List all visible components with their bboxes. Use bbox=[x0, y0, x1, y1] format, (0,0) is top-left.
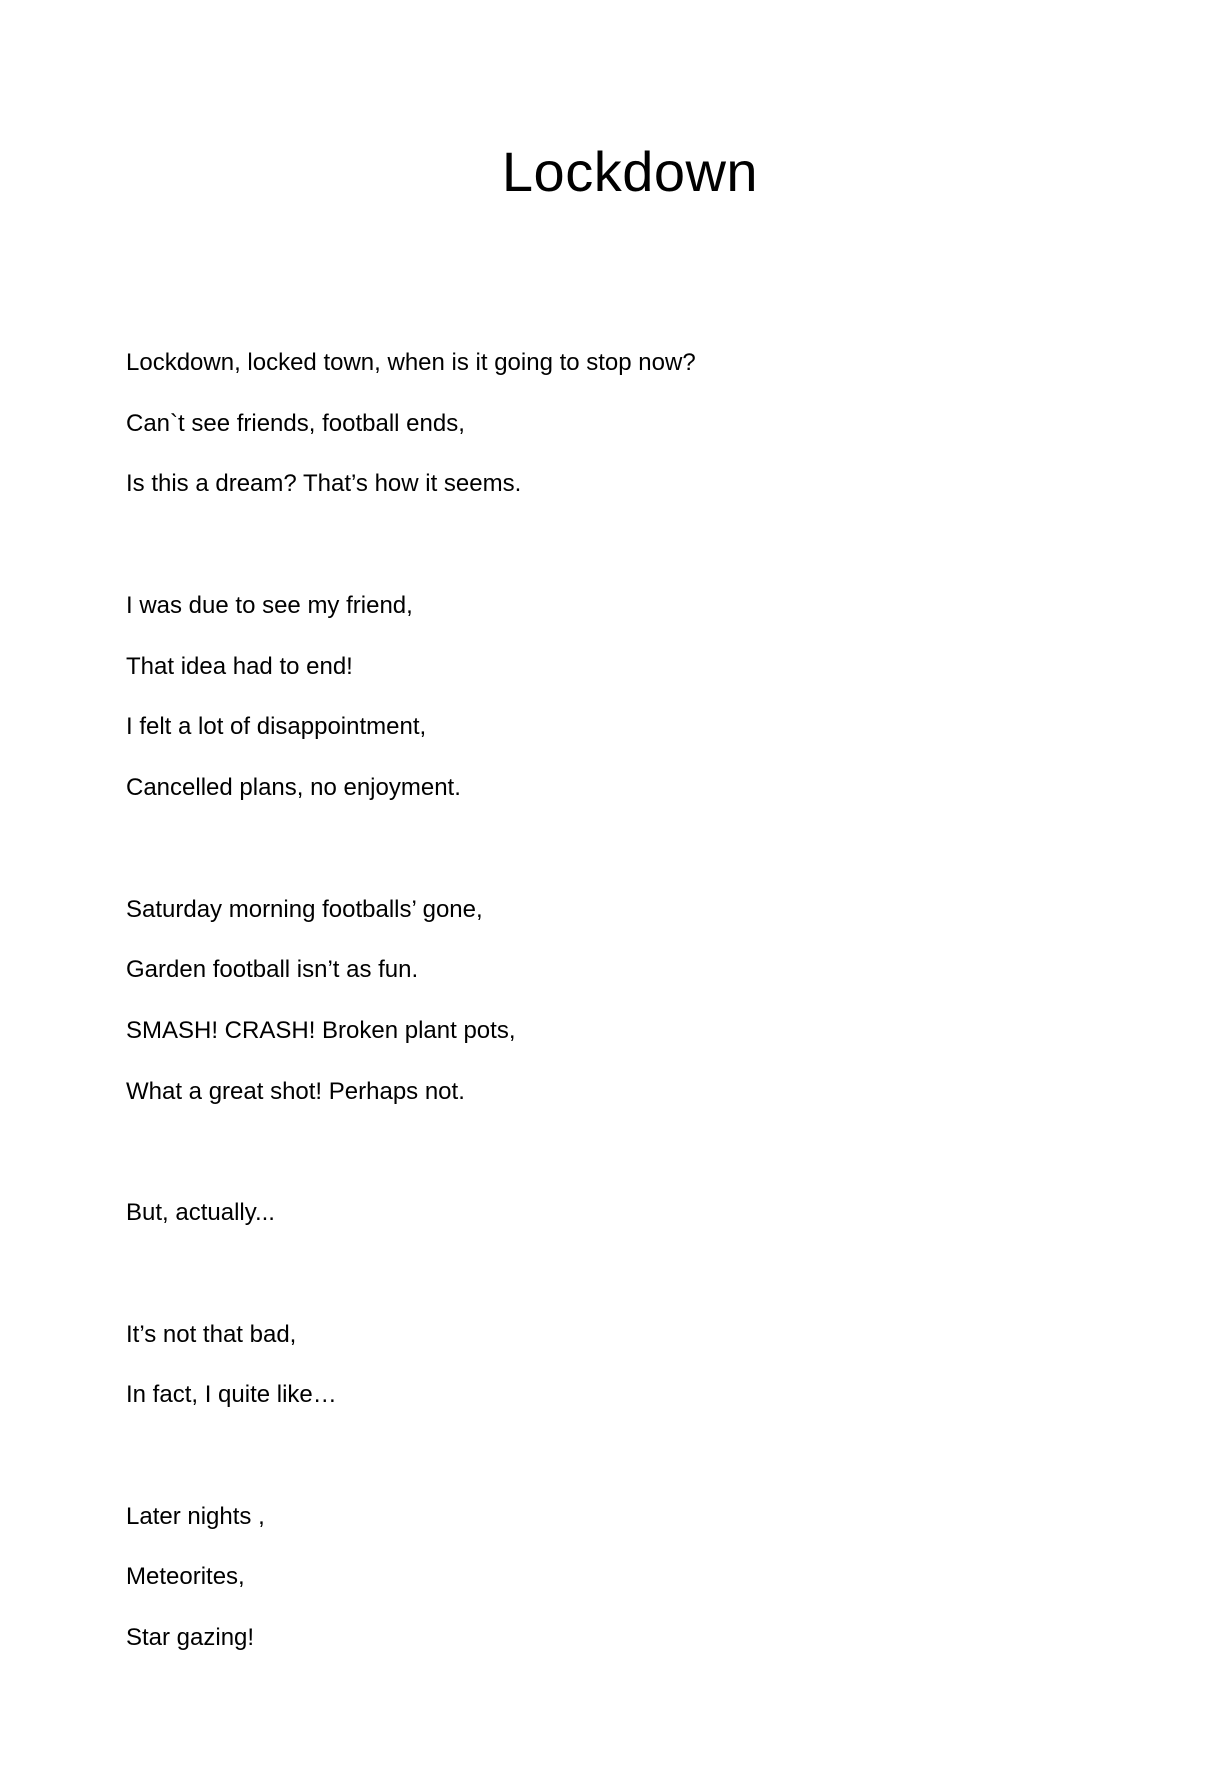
poem-line: That idea had to end! bbox=[126, 653, 353, 680]
poem-line: Saturday morning footballs’ gone, bbox=[126, 896, 483, 923]
poem-line: It’s not that bad, bbox=[126, 1321, 297, 1348]
poem-line: Meteorites, bbox=[126, 1563, 245, 1590]
poem-line: I was due to see my friend, bbox=[126, 592, 413, 619]
poem-line: Star gazing! bbox=[126, 1624, 255, 1651]
poem-line: I felt a lot of disappointment, bbox=[126, 713, 427, 740]
poem-title: Lockdown bbox=[501, 140, 759, 203]
poem-line: Lockdown, locked town, when is it going to stop now? bbox=[126, 349, 696, 376]
poem-line: In fact, I quite like… bbox=[126, 1381, 337, 1408]
poem-line: SMASH! CRASH! Broken plant pots, bbox=[126, 1017, 516, 1044]
poem-line: Later nights , bbox=[126, 1503, 265, 1530]
poem-line: Garden football isn’t as fun. bbox=[126, 956, 419, 983]
poem-line: Cancelled plans, no enjoyment. bbox=[126, 774, 461, 801]
poem-line: But, actually... bbox=[126, 1199, 275, 1226]
poem-line: Can`t see friends, football ends, bbox=[126, 410, 465, 437]
poem-line: What a great shot! Perhaps not. bbox=[126, 1078, 465, 1105]
poem-line: Is this a dream? That’s how it seems. bbox=[126, 470, 522, 497]
